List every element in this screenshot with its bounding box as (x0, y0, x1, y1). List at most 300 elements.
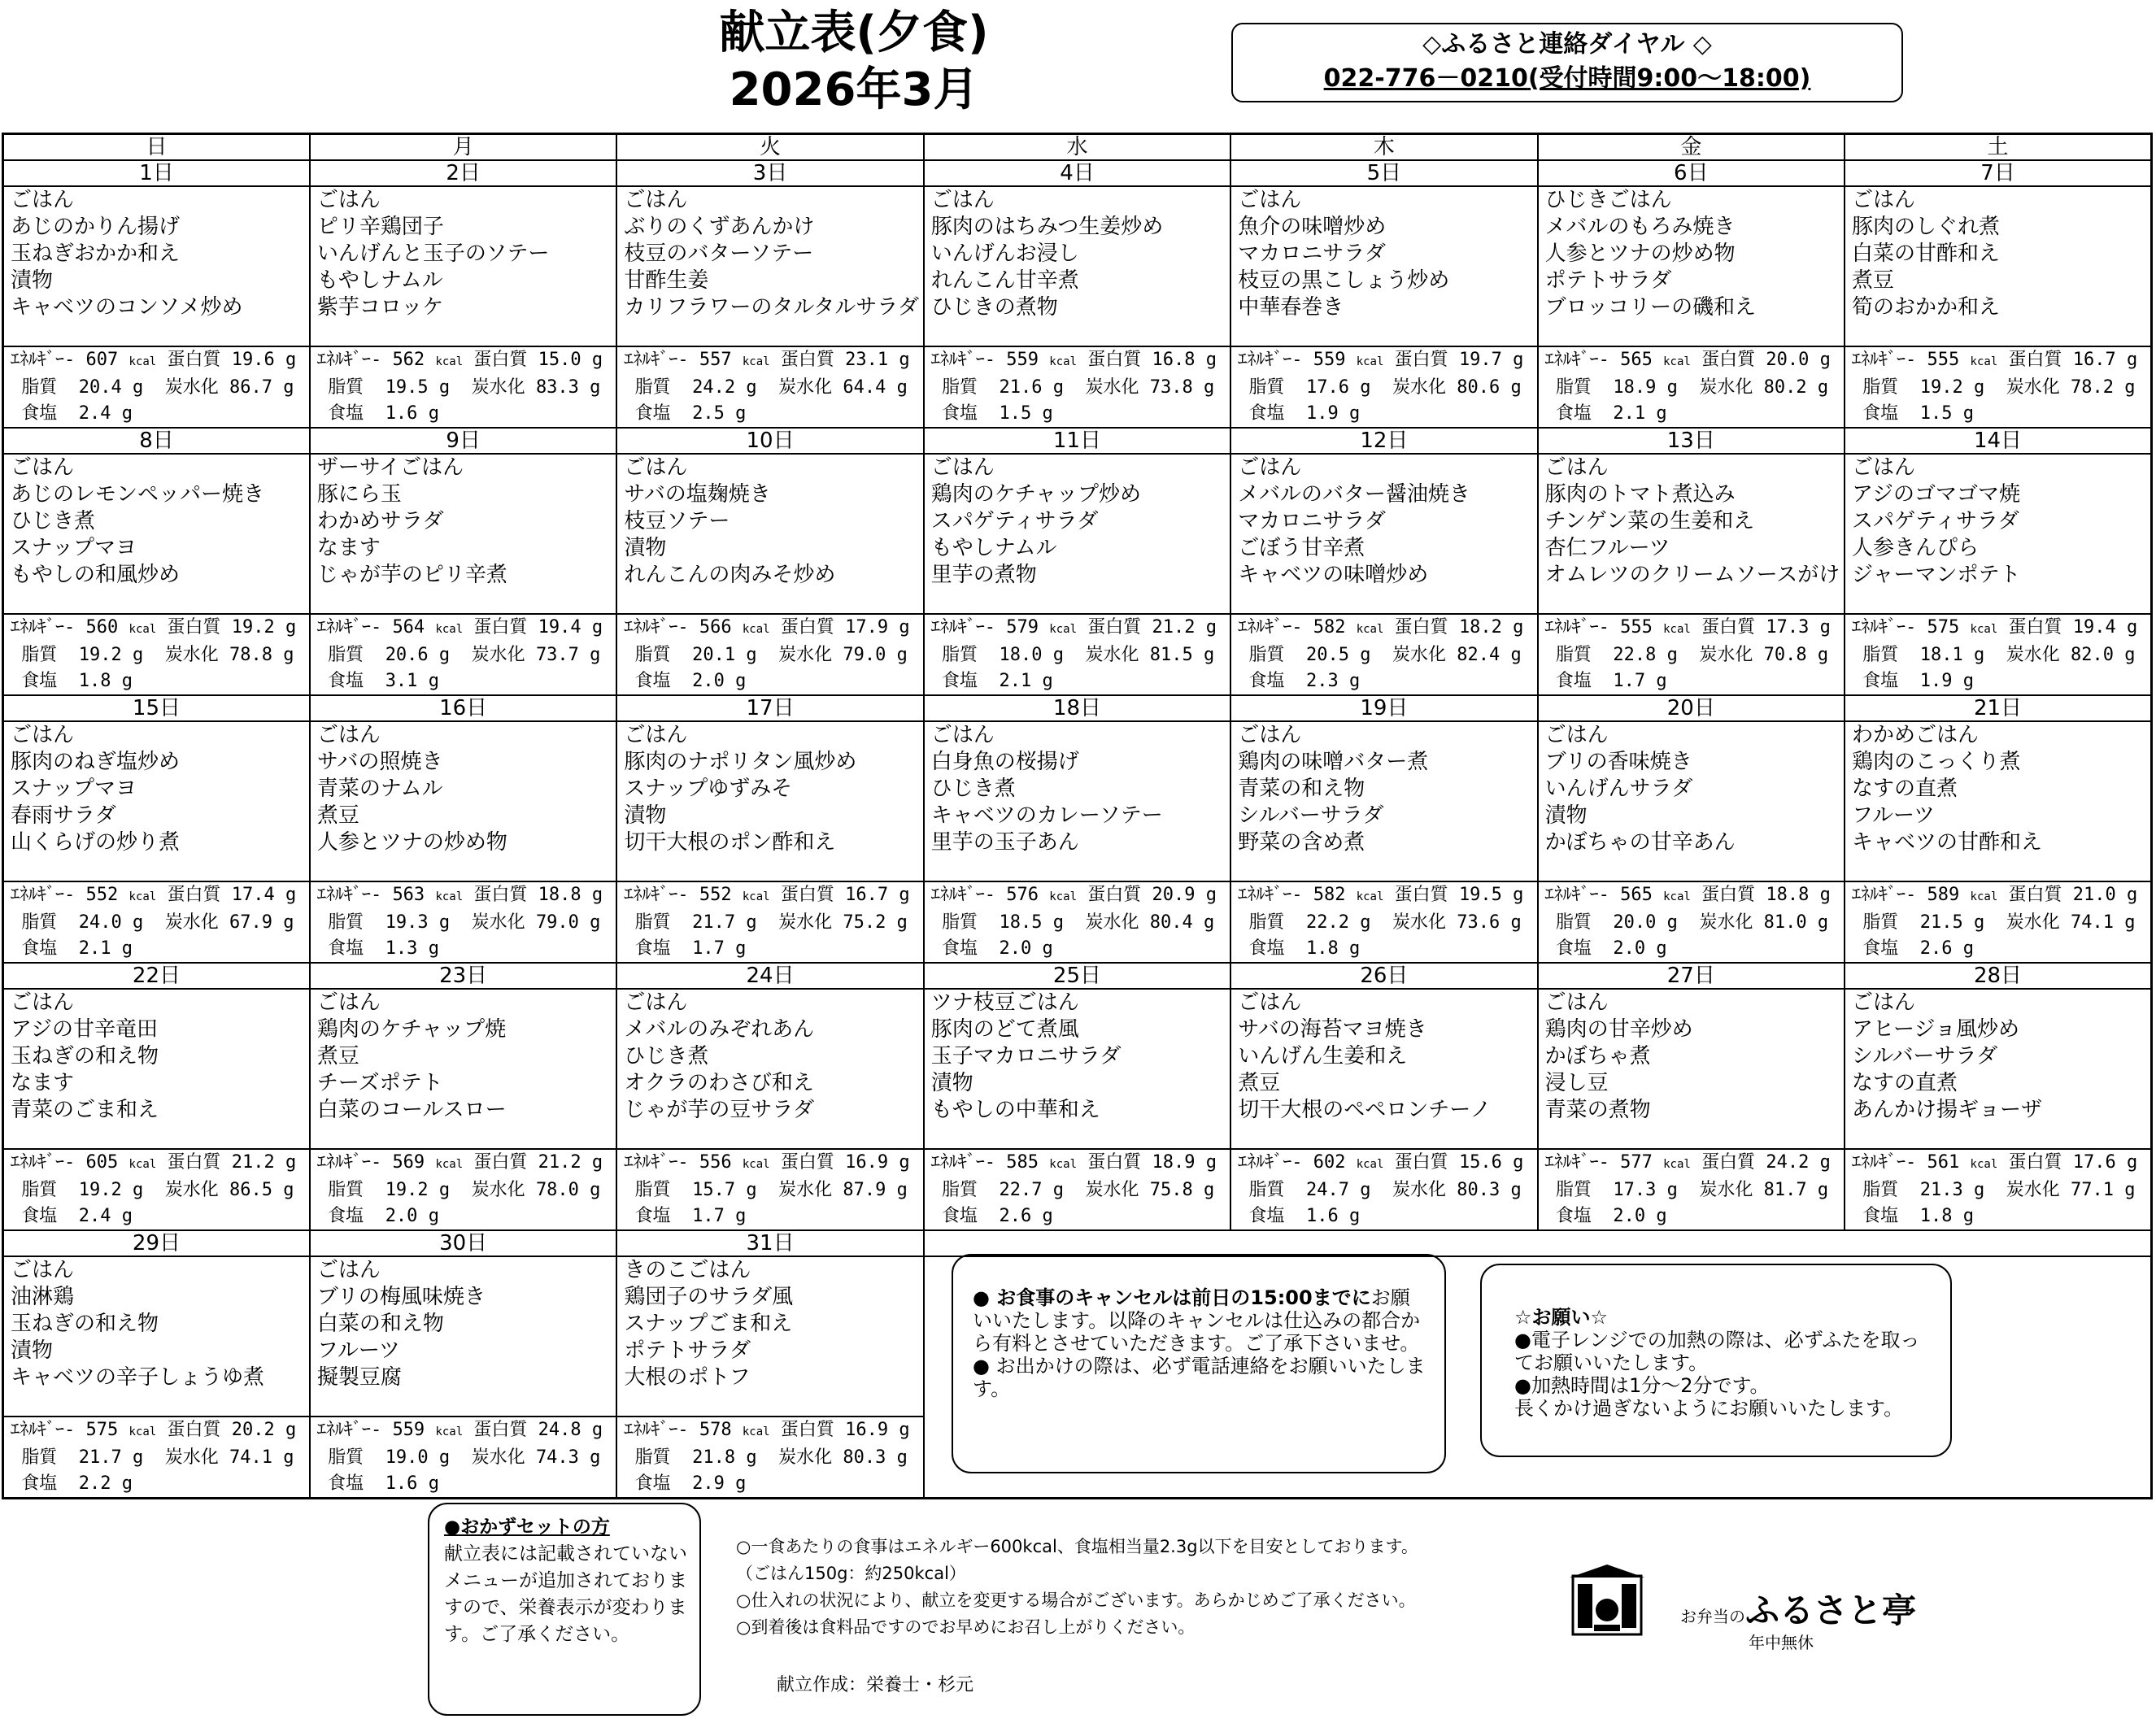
carb-label: 炭水化 (1392, 1180, 1446, 1200)
menu-item: メバルのみぞれあん (624, 1017, 815, 1042)
nutrition-line-3 (317, 1471, 616, 1497)
nutrition-line-1: ｴﾈﾙｷﾞｰ- 557 kcal 蛋白質 23.1 g (624, 350, 910, 370)
okazu-text: 献立表には記載されていないメニューが追加されておりますので、栄養表示が変わります。ご了承ください。 (444, 1543, 687, 1645)
date-cell: 5日 (1230, 160, 1537, 186)
brand-name (1680, 1584, 1916, 1633)
fat-label: 脂質 (21, 1447, 58, 1468)
menu-item: ツナ枝豆ごはん (930, 990, 1079, 1015)
gram-unit: g (1962, 938, 1975, 959)
gram-unit: g (591, 1420, 603, 1440)
gram-unit: g (1817, 912, 1829, 933)
menu-item: 漬物 (11, 1338, 54, 1363)
menu-row (3, 721, 2152, 881)
nutrition-line-3 (11, 401, 309, 427)
kcal-unit: kcal (1970, 890, 1998, 903)
menu-item: 漬物 (624, 803, 667, 828)
salt-label: 食塩 (634, 938, 671, 959)
salt-label: 食塩 (942, 938, 978, 959)
protein-value: 24.2 (1766, 1152, 1810, 1173)
nutrition-line-3 (1852, 1203, 2150, 1229)
menu-item: 漬物 (930, 1071, 973, 1095)
menu-item: 玉ねぎの和え物 (11, 1044, 159, 1068)
gram-unit: g (133, 1447, 144, 1468)
carb-value: 78.8 (229, 645, 272, 665)
cancel-bullet-bold: ● お食事のキャンセルは前日の15:00までに (973, 1286, 1371, 1309)
menu-item: シルバーサラダ (1852, 1044, 1998, 1068)
protein-value: 17.9 (845, 617, 889, 638)
nutrition-line-2 (931, 910, 1230, 936)
protein-label: 蛋白質 (1394, 350, 1448, 370)
menu-item: ひじき煮 (11, 509, 96, 533)
menu-item: あじのレモンペッパー焼き (11, 482, 265, 507)
nutrition-line-3 (624, 668, 922, 694)
protein-value: 20.2 (231, 1420, 275, 1440)
gram-unit: g (2124, 645, 2136, 665)
nutrition-line-1: ｴﾈﾙｷﾞｰ- 607 kcal 蛋白質 19.6 g (11, 350, 297, 370)
menu-item: ひじき煮 (930, 777, 1016, 801)
nutrition-line-2 (1852, 375, 2150, 401)
fat-value: 22.7 (999, 1180, 1043, 1200)
nutrition-cell (924, 1149, 1230, 1230)
nutrition-line-1: ｴﾈﾙｷﾞｰ- 569 kcal 蛋白質 21.2 g (316, 1152, 603, 1173)
cancel-notice-box (952, 1254, 1446, 1473)
nutrition-line-2 (11, 642, 309, 668)
kcal-unit: kcal (1356, 890, 1384, 903)
salt-value: 1.5 (1919, 403, 1953, 424)
gram-unit: g (121, 938, 133, 959)
energy-label: ｴﾈﾙｷﾞｰ (624, 617, 678, 638)
fat-value: 19.2 (1919, 377, 1963, 398)
gram-unit: g (746, 645, 757, 665)
salt-value: 2.3 (1305, 671, 1339, 691)
fat-label: 脂質 (1862, 912, 1899, 933)
fat-value: 21.8 (692, 1447, 736, 1468)
date-cell: 17日 (616, 695, 923, 721)
gram-unit: g (1513, 885, 1524, 905)
gram-unit: g (590, 645, 601, 665)
carb-value: 81.0 (1763, 912, 1807, 933)
nutrition-line-2 (11, 1445, 309, 1471)
gram-unit: g (591, 885, 603, 905)
menu-item: ごはん (1238, 188, 1302, 212)
protein-value: 21.2 (1152, 617, 1196, 638)
menu-item: マカロニサラダ (1238, 509, 1386, 533)
date-cell: 24日 (616, 963, 923, 989)
date-row (3, 1230, 2152, 1256)
menu-item: 豚肉のトマト煮込み (1544, 482, 1736, 507)
menu-row (3, 989, 2152, 1149)
salt-value: 1.6 (385, 403, 418, 424)
salt-label: 食塩 (1555, 671, 1592, 691)
menu-cell (1538, 989, 1845, 1149)
menu-item: キャベツのカレーソテー (930, 803, 1163, 828)
fat-value: 24.7 (1305, 1180, 1349, 1200)
energy-label: ｴﾈﾙｷﾞｰ (1238, 885, 1292, 905)
menu-item: いんげんお浸し (930, 242, 1079, 266)
weekday-header-row (3, 134, 2152, 161)
protein-value: 15.6 (1458, 1152, 1502, 1173)
gram-unit: g (2127, 617, 2138, 638)
carb-value: 73.8 (1149, 377, 1193, 398)
gram-unit: g (438, 645, 451, 665)
menu-cell (1230, 454, 1537, 614)
menu-cell (1845, 989, 2151, 1149)
nutrition-line-3 (931, 936, 1230, 962)
menu-item: スナップゆずみそ (624, 777, 793, 801)
date-cell: 2日 (310, 160, 616, 186)
request-title: ☆お願い☆ (1514, 1306, 1609, 1329)
date-cell: 9日 (310, 428, 616, 454)
nutrition-line-1: ｴﾈﾙｷﾞｰ- 579 kcal 蛋白質 21.2 g (930, 617, 1217, 638)
menu-item: 鶏肉のケチャップ焼 (316, 1017, 507, 1042)
salt-value: 1.8 (1305, 938, 1339, 959)
date-cell: 28日 (1845, 963, 2151, 989)
nutrition-line-3 (317, 1203, 616, 1229)
gram-unit: g (1052, 377, 1065, 398)
energy-label: ｴﾈﾙｷﾞｰ (1238, 350, 1292, 370)
gram-unit: g (133, 645, 144, 665)
salt-label: 食塩 (1862, 671, 1899, 691)
date-cell: 16日 (310, 695, 616, 721)
gram-unit: g (1510, 645, 1522, 665)
carb-value: 83.3 (535, 377, 579, 398)
gram-unit: g (1974, 645, 1985, 665)
weekday-header: 土 (1845, 134, 2151, 161)
kcal-unit: kcal (128, 1425, 157, 1438)
gram-unit: g (428, 1473, 439, 1494)
carb-value: 75.2 (843, 912, 886, 933)
date-cell: 3日 (616, 160, 923, 186)
nutrition-line-2 (317, 1445, 616, 1471)
weekday-header: 日 (3, 134, 310, 161)
nutrition-line-3 (1852, 401, 2150, 427)
protein-label: 蛋白質 (1701, 350, 1756, 370)
nutrition-line-1: ｴﾈﾙｷﾞｰ- 565 kcal 蛋白質 18.8 g (1544, 885, 1831, 905)
weekday-header: 火 (616, 134, 923, 161)
salt-label: 食塩 (328, 938, 364, 959)
salt-label: 食塩 (1248, 938, 1285, 959)
menu-item: 豚にら玉 (316, 482, 402, 507)
gram-unit: g (1348, 1206, 1361, 1226)
fat-value: 18.9 (1613, 377, 1657, 398)
weekday-header: 金 (1538, 134, 1845, 161)
fat-value: 18.5 (999, 912, 1043, 933)
menu-item: チーズポテト (316, 1071, 443, 1095)
nutrition-row (3, 881, 2152, 963)
menu-item: 中華春巻き (1238, 295, 1344, 320)
salt-label: 食塩 (21, 1206, 58, 1226)
carb-label: 炭水化 (1699, 912, 1753, 933)
protein-value: 17.4 (231, 885, 275, 905)
protein-value: 23.1 (845, 350, 889, 370)
carb-value: 77.1 (2071, 1180, 2115, 1200)
date-cell: 10日 (616, 428, 923, 454)
menu-item: 大根のポトフ (624, 1365, 751, 1390)
menu-cell (1230, 989, 1537, 1149)
carb-label: 炭水化 (164, 1180, 219, 1200)
carb-value: 81.5 (1149, 645, 1193, 665)
energy-value: 561 (1927, 1152, 1960, 1173)
nutrition-line-2 (1852, 910, 2150, 936)
salt-label: 食塩 (328, 1473, 364, 1494)
gram-unit: g (1360, 645, 1371, 665)
menu-item: 人参とツナの炒め物 (1544, 242, 1736, 266)
menu-item: 春雨サラダ (11, 803, 116, 828)
energy-value: 555 (1927, 350, 1960, 370)
menu-item: マカロニサラダ (1238, 242, 1386, 266)
gram-unit: g (590, 1180, 601, 1200)
fat-label: 脂質 (634, 912, 671, 933)
date-cell: 11日 (924, 428, 1230, 454)
energy-value: 557 (699, 350, 732, 370)
gram-unit: g (1656, 671, 1667, 691)
protein-value: 19.4 (2072, 617, 2116, 638)
date-cell: 30日 (310, 1230, 616, 1256)
fat-value: 21.3 (1919, 1180, 1963, 1200)
menu-item: もやしナムル (930, 536, 1057, 560)
gram-unit: g (121, 403, 133, 424)
energy-label: ｴﾈﾙｷﾞｰ (930, 617, 985, 638)
nutrition-row (3, 346, 2152, 428)
salt-label: 食塩 (1248, 403, 1285, 424)
nutrition-line-1: ｴﾈﾙｷﾞｰ- 559 kcal 蛋白質 24.8 g (316, 1420, 603, 1440)
fat-label: 脂質 (1555, 377, 1592, 398)
gram-unit: g (591, 617, 603, 638)
menu-item: 山くらげの炒り煮 (11, 830, 181, 855)
gram-unit: g (1819, 617, 1831, 638)
menu-item: かぼちゃの甘辛あん (1544, 830, 1736, 855)
menu-cell (1845, 186, 2151, 346)
menu-cell (310, 989, 616, 1149)
kcal-unit: kcal (1356, 623, 1384, 636)
protein-value: 20.0 (1766, 350, 1810, 370)
nutrition-line-3 (317, 668, 616, 694)
date-row (3, 695, 2152, 721)
kcal-unit: kcal (1049, 890, 1077, 903)
protein-value: 16.7 (845, 885, 889, 905)
fat-value: 19.5 (385, 377, 429, 398)
nutrition-line-2 (1852, 642, 2150, 668)
menu-item: 漬物 (11, 268, 54, 293)
menu-item: ごぼう甘辛煮 (1238, 536, 1365, 560)
salt-value: 2.2 (78, 1473, 111, 1494)
gram-unit: g (1348, 403, 1361, 424)
menu-item: 玉子マカロニサラダ (930, 1044, 1122, 1068)
nutrition-line-3 (1852, 936, 2150, 962)
fat-label: 脂質 (1555, 1180, 1592, 1200)
salt-label: 食塩 (942, 671, 978, 691)
protein-label: 蛋白質 (473, 617, 528, 638)
nutrition-line-3 (1545, 936, 1844, 962)
menu-cell (310, 721, 616, 881)
carb-value: 70.8 (1763, 645, 1807, 665)
carb-value: 79.0 (843, 645, 886, 665)
carb-value: 74.1 (229, 1447, 272, 1468)
kcal-unit: kcal (128, 1158, 157, 1171)
protein-label: 蛋白質 (167, 1420, 221, 1440)
menu-cell (1230, 721, 1537, 881)
nutrition-cell (924, 346, 1230, 428)
nutrition-line-1: ｴﾈﾙｷﾞｰ- 578 kcal 蛋白質 16.9 g (624, 1420, 910, 1440)
note-line: （ごはん150g：約250kcal） (736, 1564, 966, 1583)
menu-item: なすの直煮 (1852, 777, 1958, 801)
weekday-header: 木 (1230, 134, 1537, 161)
carb-label: 炭水化 (1699, 377, 1753, 398)
menu-item: ジャーマンポテト (1852, 563, 2021, 587)
gram-unit: g (283, 645, 294, 665)
notes (736, 1534, 1418, 1641)
menu-item: ごはん (930, 723, 995, 747)
nutrition-cell (1845, 614, 2151, 695)
menu-item: 擬製豆腐 (316, 1365, 402, 1390)
gram-unit: g (1974, 1180, 1985, 1200)
energy-value: 579 (1006, 617, 1039, 638)
carb-label: 炭水化 (1392, 645, 1446, 665)
kcal-unit: kcal (128, 890, 157, 903)
nutrition-line-1: ｴﾈﾙｷﾞｰ- 559 kcal 蛋白質 16.8 g (930, 350, 1217, 370)
gram-unit: g (121, 671, 133, 691)
nutrition-line-2 (317, 642, 616, 668)
date-cell: 29日 (3, 1230, 310, 1256)
menu-cell (3, 454, 310, 614)
carb-label: 炭水化 (1699, 645, 1753, 665)
energy-value: 552 (85, 885, 119, 905)
date-cell: 25日 (924, 963, 1230, 989)
nutrition-cell (310, 881, 616, 963)
date-cell: 23日 (310, 963, 616, 989)
menu-cell (616, 186, 923, 346)
salt-label: 食塩 (21, 671, 58, 691)
energy-value: 566 (699, 617, 732, 638)
kcal-unit: kcal (1356, 1158, 1384, 1171)
nutrition-line-1: ｴﾈﾙｷﾞｰ- 556 kcal 蛋白質 16.9 g (624, 1152, 910, 1173)
menu-item: 切干大根のポン酢和え (624, 830, 836, 855)
kcal-unit: kcal (435, 1425, 464, 1438)
gram-unit: g (899, 350, 910, 370)
menu-item: れんこん甘辛煮 (930, 268, 1079, 293)
menu-item: ごはん (624, 188, 688, 212)
gram-unit: g (428, 671, 439, 691)
menu-item: 青菜のナムル (316, 777, 443, 801)
salt-label: 食塩 (1555, 938, 1592, 959)
date-cell: 1日 (3, 160, 310, 186)
carb-value: 82.0 (2071, 645, 2115, 665)
menu-item: あじのかりん揚げ (11, 215, 181, 239)
salt-value: 2.6 (999, 1206, 1032, 1226)
gram-unit: g (1348, 671, 1361, 691)
gram-unit: g (590, 912, 601, 933)
fat-value: 21.7 (692, 912, 736, 933)
fat-label: 脂質 (942, 377, 978, 398)
gram-unit: g (1656, 938, 1667, 959)
carb-label: 炭水化 (471, 1447, 525, 1468)
fat-value: 20.4 (78, 377, 122, 398)
date-row (3, 160, 2152, 186)
carb-label: 炭水化 (1699, 1180, 1753, 1200)
protein-label: 蛋白質 (1087, 350, 1142, 370)
fat-label: 脂質 (21, 377, 58, 398)
menu-item: サバの海苔マヨ焼き (1238, 1017, 1427, 1042)
menu-item: もやしの中華和え (930, 1098, 1100, 1122)
gram-unit: g (2127, 1152, 2138, 1173)
fat-value: 22.2 (1305, 912, 1349, 933)
energy-label: ｴﾈﾙｷﾞｰ (1852, 885, 1906, 905)
date-cell: 31日 (616, 1230, 923, 1256)
carb-label: 炭水化 (1085, 912, 1139, 933)
salt-label: 食塩 (942, 1206, 978, 1226)
contact-phone: 022-776－0210 (1323, 64, 1528, 93)
date-cell: 13日 (1538, 428, 1845, 454)
gram-unit: g (1360, 1180, 1371, 1200)
fat-label: 脂質 (1862, 645, 1899, 665)
menu-cell (616, 721, 923, 881)
menu-item: 煮豆 (316, 1044, 359, 1068)
fat-label: 脂質 (21, 912, 58, 933)
menu-item: ごはん (316, 990, 381, 1015)
nutrition-cell (1538, 346, 1845, 428)
menu-item: ごはん (1238, 455, 1302, 480)
nutrition-cell (616, 1149, 923, 1230)
salt-value: 1.6 (385, 1473, 418, 1494)
gram-unit: g (735, 671, 747, 691)
gram-unit: g (1042, 403, 1053, 424)
gram-unit: g (1974, 377, 1985, 398)
gram-unit: g (1962, 403, 1975, 424)
nutrition-line-3 (11, 1471, 309, 1497)
menu-cell (616, 454, 923, 614)
gram-unit: g (283, 377, 294, 398)
gram-unit: g (2124, 1180, 2136, 1200)
menu-item: スパゲティサラダ (930, 509, 1099, 533)
gram-unit: g (1360, 912, 1371, 933)
nutrition-cell (1230, 346, 1537, 428)
menu-item: もやしナムル (316, 268, 443, 293)
energy-value: 577 (1620, 1152, 1653, 1173)
carb-label: 炭水化 (778, 645, 833, 665)
protein-value: 21.2 (538, 1152, 581, 1173)
gram-unit: g (2124, 912, 2136, 933)
gram-unit: g (896, 377, 908, 398)
nutrition-line-1: ｴﾈﾙｷﾞｰ- 559 kcal 蛋白質 19.7 g (1238, 350, 1524, 370)
menu-cell (1538, 721, 1845, 881)
energy-label: ｴﾈﾙｷﾞｰ (1544, 1152, 1599, 1173)
menu-item: ごはん (11, 723, 75, 747)
protein-label: 蛋白質 (1701, 885, 1756, 905)
fat-value: 19.2 (78, 1180, 122, 1200)
fat-value: 21.6 (999, 377, 1043, 398)
carb-value: 82.4 (1457, 645, 1500, 665)
menu-item: 豚肉のねぎ塩炒め (11, 750, 181, 774)
protein-value: 19.6 (231, 350, 275, 370)
gram-unit: g (1510, 1180, 1522, 1200)
energy-value: 552 (699, 885, 732, 905)
energy-label: ｴﾈﾙｷﾞｰ (1238, 617, 1292, 638)
contact-hours: (受付時間9:00～18:00) (1527, 64, 1811, 93)
nutrition-line-1: ｴﾈﾙｷﾞｰ- 582 kcal 蛋白質 18.2 g (1238, 617, 1524, 638)
date-row (3, 963, 2152, 989)
menu-item: スパゲティサラダ (1852, 509, 2019, 533)
menu-item: ごはん (930, 188, 995, 212)
carb-value: 64.4 (843, 377, 886, 398)
energy-value: 602 (1313, 1152, 1346, 1173)
carb-label: 炭水化 (2006, 377, 2060, 398)
menu-item: ごはん (316, 723, 381, 747)
energy-label: ｴﾈﾙｷﾞｰ (1852, 1152, 1906, 1173)
gram-unit: g (428, 1206, 439, 1226)
nutrition-line-3 (624, 1471, 922, 1497)
energy-label: ｴﾈﾙｷﾞｰ (930, 885, 985, 905)
protein-value: 19.2 (231, 617, 275, 638)
